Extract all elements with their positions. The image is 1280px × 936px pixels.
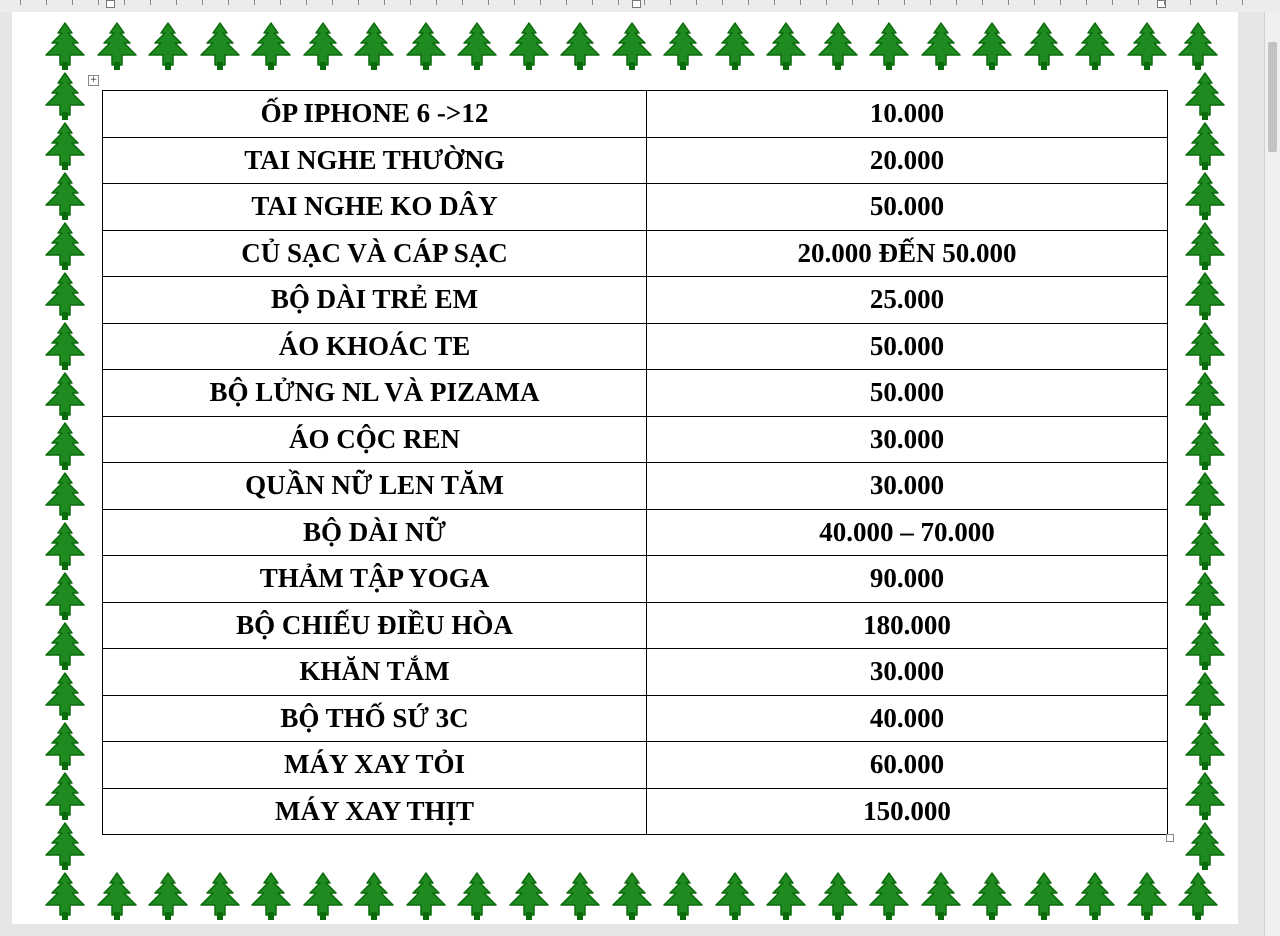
item-name-cell[interactable]: TAI NGHE KO DÂY [103,184,647,231]
pine-tree-icon [92,22,142,72]
ruler-tick [956,0,957,5]
item-name-cell[interactable]: QUẦN NỮ LEN TĂM [103,463,647,510]
pine-tree-icon [349,22,399,72]
ruler-tick [904,0,905,5]
item-price-cell[interactable]: 50.000 [647,184,1168,231]
pine-tree-icon [710,872,760,922]
pine-tree-icon [92,872,142,922]
item-name-cell[interactable]: BỘ CHIẾU ĐIỀU HÒA [103,602,647,649]
table-row [103,91,1168,138]
pine-tree-icon [40,272,90,322]
item-price-cell[interactable]: 30.000 [647,649,1168,696]
pine-tree-icon [40,572,90,622]
status-strip [0,924,1264,936]
pine-tree-icon [1180,472,1230,522]
ruler-tick [982,0,983,5]
ruler-tick [748,0,749,5]
ruler-tick [1112,0,1113,5]
ruler-tick [670,0,671,5]
pine-tree-icon [658,872,708,922]
ruler-tick [1216,0,1217,5]
pine-tree-icon [40,122,90,172]
pine-tree-icon [1173,872,1223,922]
table-row [103,742,1168,789]
pine-tree-icon [1180,172,1230,222]
item-price-cell[interactable]: 90.000 [647,556,1168,603]
ruler-tick [826,0,827,5]
item-price-cell[interactable]: 20.000 ĐẾN 50.000 [647,230,1168,277]
pine-tree-icon [1180,622,1230,672]
ruler-tick [176,0,177,5]
ruler-tick [280,0,281,5]
item-name-cell[interactable]: KHĂN TẮM [103,649,647,696]
item-name-cell[interactable]: BỘ DÀI NỮ [103,509,647,556]
pine-tree-icon [40,622,90,672]
ruler-tick [306,0,307,5]
pine-tree-icon [246,22,296,72]
pine-tree-icon [401,872,451,922]
ruler-tick [20,0,21,5]
item-price-cell[interactable]: 60.000 [647,742,1168,789]
pine-tree-icon [607,872,657,922]
item-name-cell[interactable]: ÁO CỘC REN [103,416,647,463]
item-name-cell[interactable]: CỦ SẠC VÀ CÁP SẠC [103,230,647,277]
pine-tree-icon [40,222,90,272]
pine-tree-icon [452,872,502,922]
ruler-tick [358,0,359,5]
pine-tree-icon [813,872,863,922]
ruler-tick [488,0,489,5]
pine-tree-icon [40,172,90,222]
vertical-scrollbar[interactable] [1264,12,1280,936]
ruler-tick [1086,0,1087,5]
pine-tree-icon [916,872,966,922]
price-table-body [103,91,1168,835]
pine-tree-icon [1180,122,1230,172]
ruler-tick [1008,0,1009,5]
ruler-tick [592,0,593,5]
pine-tree-icon [40,72,90,122]
table-row [103,230,1168,277]
table-row [103,509,1168,556]
pine-tree-icon [40,872,90,922]
pine-tree-icon [967,22,1017,72]
table-row [103,788,1168,835]
item-price-cell[interactable]: 25.000 [647,277,1168,324]
pine-tree-icon [607,22,657,72]
pine-tree-icon [710,22,760,72]
table-row [103,649,1168,696]
pine-tree-icon [761,872,811,922]
pine-tree-icon [504,872,554,922]
ruler-tick [514,0,515,5]
ruler-tick [722,0,723,5]
pine-tree-icon [195,872,245,922]
ruler-tick [1034,0,1035,5]
pine-tree-icon [40,772,90,822]
pine-tree-icon [246,872,296,922]
pine-tree-icon [143,22,193,72]
item-name-cell[interactable]: BỘ DÀI TRẺ EM [103,277,647,324]
pine-tree-icon [40,672,90,722]
horizontal-ruler[interactable] [0,0,1280,12]
pine-tree-icon [1070,22,1120,72]
pine-tree-icon [401,22,451,72]
pine-tree-icon [1180,222,1230,272]
table-row [103,556,1168,603]
ruler-tick [540,0,541,5]
pine-tree-icon [1122,22,1172,72]
table-row [103,463,1168,510]
ruler-tick [618,0,619,5]
item-name-cell[interactable]: ỐP IPHONE 6 ->12 [103,91,647,138]
item-name-cell[interactable]: THẢM TẬP YOGA [103,556,647,603]
ruler-tick [72,0,73,5]
ruler-tick [1190,0,1191,5]
ruler-tick [98,0,99,5]
pine-tree-icon [40,822,90,872]
ruler-tick [566,0,567,5]
item-price-cell[interactable]: 40.000 [647,695,1168,742]
item-price-cell[interactable]: 30.000 [647,416,1168,463]
pine-tree-icon [761,22,811,72]
table-row [103,184,1168,231]
item-name-cell[interactable]: MÁY XAY THỊT [103,788,647,835]
pine-tree-icon [1180,72,1230,122]
table-row [103,695,1168,742]
table-row [103,137,1168,184]
pine-tree-icon [40,722,90,772]
pine-tree-icon [143,872,193,922]
item-name-cell[interactable]: ÁO KHOÁC TE [103,323,647,370]
ruler-tick [410,0,411,5]
table-row [103,370,1168,417]
item-name-cell[interactable]: TAI NGHE THƯỜNG [103,137,647,184]
pine-tree-icon [298,872,348,922]
pine-tree-icon [1180,772,1230,822]
ruler-tick [800,0,801,5]
ruler-tick [1164,0,1165,5]
item-price-cell[interactable]: 40.000 – 70.000 [647,509,1168,556]
pine-tree-icon [1180,722,1230,772]
pine-tree-icon [1180,372,1230,422]
ruler-tick [644,0,645,5]
pine-tree-icon [658,22,708,72]
pine-tree-icon [40,322,90,372]
ruler-tick [228,0,229,5]
pine-tree-icon [1173,22,1223,72]
pine-tree-icon [1122,872,1172,922]
price-table[interactable] [102,90,1168,835]
ruler-tick [46,0,47,5]
pine-tree-icon [1180,272,1230,322]
ruler-tick [1138,0,1139,5]
pine-tree-icon [1019,22,1069,72]
pine-tree-icon [40,422,90,472]
pine-tree-icon [1180,522,1230,572]
pine-tree-icon [195,22,245,72]
table-row [103,323,1168,370]
pine-tree-icon [40,22,90,72]
ruler-tick [1060,0,1061,5]
pine-tree-icon [555,872,605,922]
ruler-tick [384,0,385,5]
pine-tree-icon [504,22,554,72]
pine-tree-icon [1019,872,1069,922]
ruler-tick [436,0,437,5]
pine-tree-icon [1180,822,1230,872]
item-name-cell[interactable]: BỘ LỬNG NL VÀ PIZAMA [103,370,647,417]
item-price-cell[interactable]: 150.000 [647,788,1168,835]
ruler-tick [774,0,775,5]
pine-tree-icon [298,22,348,72]
pine-tree-icon [864,872,914,922]
item-price-cell[interactable]: 10.000 [647,91,1168,138]
item-price-cell[interactable]: 180.000 [647,602,1168,649]
table-row [103,277,1168,324]
ruler-tick [878,0,879,5]
pine-tree-icon [864,22,914,72]
ruler-tick [124,0,125,5]
pine-tree-icon [813,22,863,72]
pine-tree-icon [40,372,90,422]
ruler-tick [930,0,931,5]
ruler-tick [1242,0,1243,5]
ruler-tick [696,0,697,5]
move-handle-icon[interactable]: + [89,75,98,85]
ruler-tick [332,0,333,5]
pine-tree-icon [452,22,502,72]
pine-tree-icon [40,472,90,522]
scrollbar-thumb[interactable] [1268,42,1277,152]
pine-tree-icon [1070,872,1120,922]
ruler-indent-marker[interactable] [106,0,115,8]
pine-tree-icon [40,522,90,572]
item-name-cell[interactable]: MÁY XAY TỎI [103,742,647,789]
ruler-tick [254,0,255,5]
pine-tree-icon [967,872,1017,922]
item-price-cell[interactable]: 20.000 [647,137,1168,184]
resize-handle-icon[interactable] [1166,834,1174,842]
item-name-cell[interactable]: BỘ THỐ SỨ 3C [103,695,647,742]
ruler-tick [462,0,463,5]
pine-tree-icon [349,872,399,922]
pine-tree-icon [1180,322,1230,372]
ruler-tick [852,0,853,5]
pine-tree-icon [555,22,605,72]
ruler-tick [150,0,151,5]
ruler-tab-marker[interactable] [632,0,641,8]
table-row [103,416,1168,463]
ruler-tick [202,0,203,5]
item-price-cell[interactable]: 50.000 [647,323,1168,370]
pine-tree-icon [916,22,966,72]
pine-tree-icon [1180,672,1230,722]
pine-tree-icon [1180,422,1230,472]
item-price-cell[interactable]: 30.000 [647,463,1168,510]
pine-tree-icon [1180,572,1230,622]
item-price-cell[interactable]: 50.000 [647,370,1168,417]
table-row [103,602,1168,649]
